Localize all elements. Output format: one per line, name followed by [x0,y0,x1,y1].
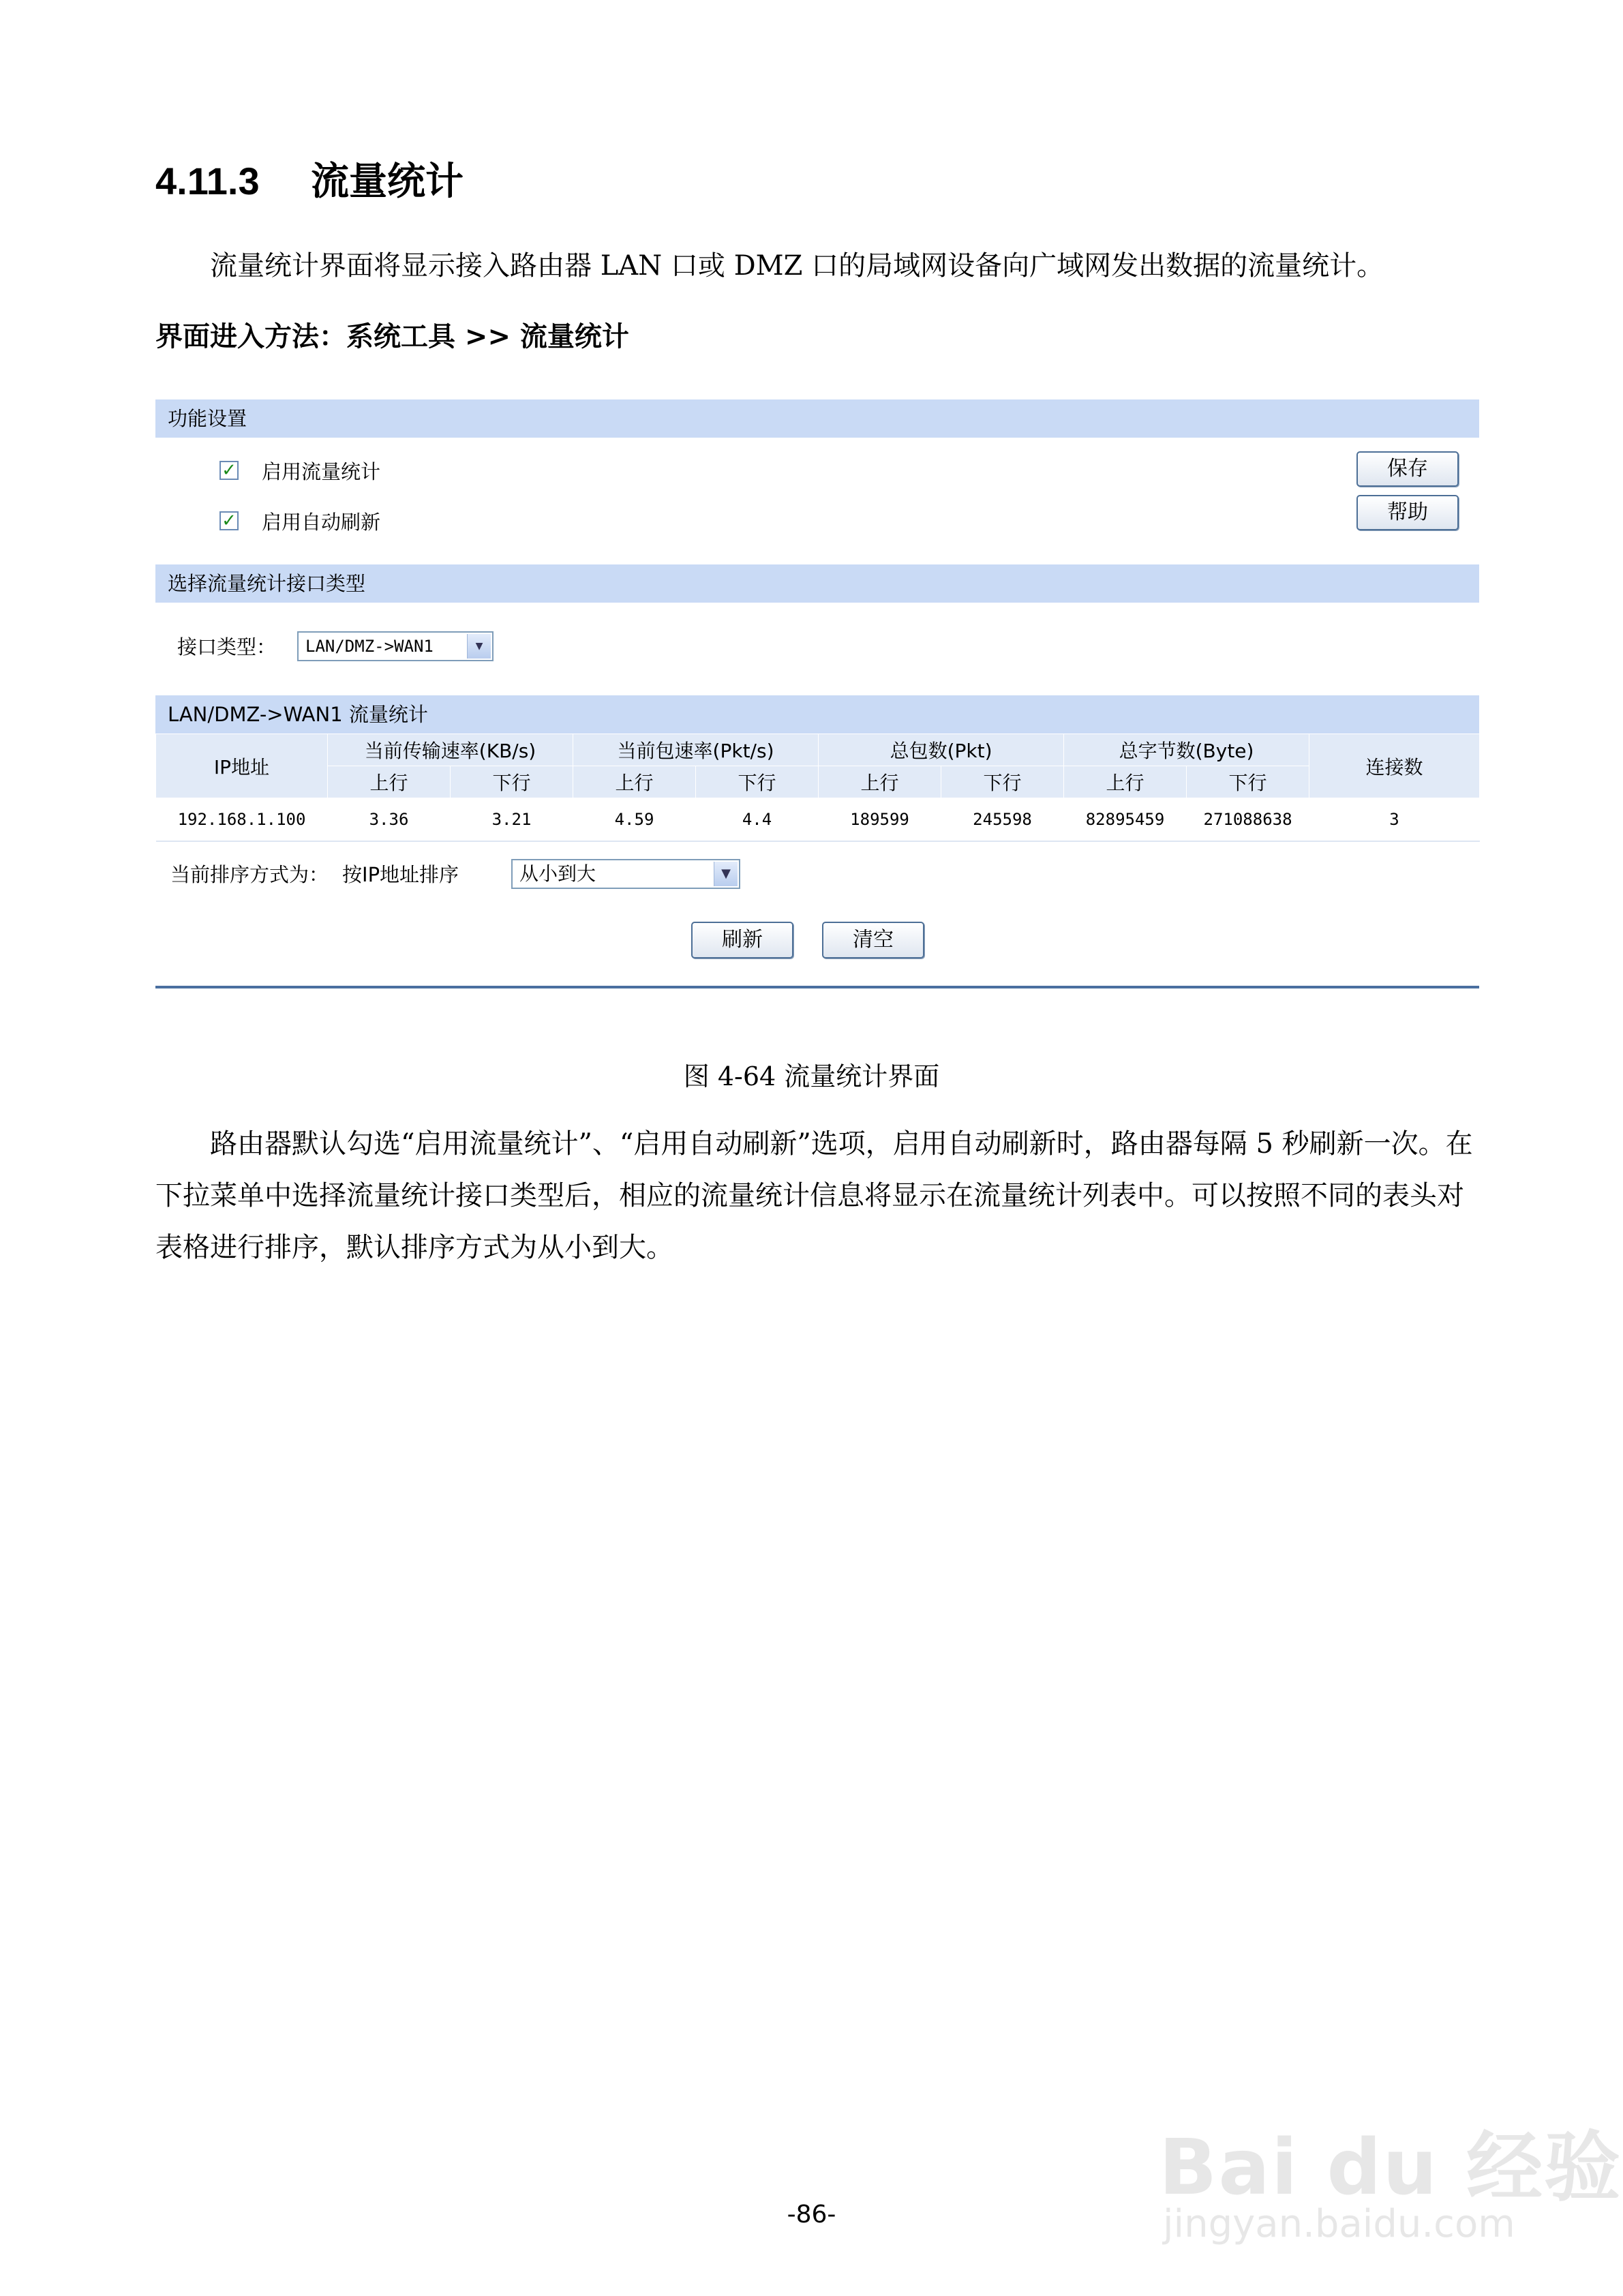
traffic-stats-table [155,734,1480,842]
divider [155,986,1479,988]
watermark-logo: Bai du 经验 [1159,2124,1622,2212]
sort-order-value: 从小到大 [519,862,596,885]
cell-tb-down: 271088638 [1187,798,1309,842]
table-row [156,798,1480,842]
traffic-stats-label: 启用流量统计 [262,459,381,483]
clear-button[interactable]: 清空 [822,922,924,958]
help-button[interactable]: 帮助 [1356,495,1459,530]
interface-type-select[interactable] [297,631,494,661]
auto-refresh-label: 启用自动刷新 [262,510,381,534]
tp-down-header[interactable]: 下行 [941,766,1064,798]
tb-down-header[interactable]: 下行 [1187,766,1309,798]
page-number: -86- [787,2201,836,2229]
section-title: 流量统计 [311,160,464,202]
col-conn-header[interactable]: 连接数 [1309,734,1480,798]
col-pkt-rate-header[interactable]: 当前包速率(Pkt/s) [573,734,819,766]
cell-rate-down: 3.21 [451,798,573,842]
sort-label: 当前排序方式为： [170,862,329,886]
pkt-down-header[interactable]: 下行 [696,766,819,798]
intro-text: 流量统计界面将显示接入路由器 LAN 口或 DMZ 口的局域网设备向广域网发出数据的流量统计。 [210,250,1384,282]
tp-up-header[interactable]: 上行 [819,766,941,798]
section-heading [155,151,464,206]
section-number: 4.11.3 [155,160,260,202]
refresh-button[interactable]: 刷新 [691,922,793,958]
col-total-bytes-header[interactable]: 总字节数(Byte) [1064,734,1309,766]
tb-up-header[interactable]: 上行 [1064,766,1187,798]
save-button[interactable]: 保存 [1356,451,1459,487]
cell-tp-down: 245598 [941,798,1064,842]
sort-row [170,858,459,889]
cell-ip: 192.168.1.100 [156,798,328,842]
cell-tb-up: 82895459 [1064,798,1187,842]
col-rate-header[interactable]: 当前传输速率(KB/s) [328,734,573,766]
stats-bar: LAN/DMZ->WAN1 流量统计 [155,695,1479,734]
rate-down-header[interactable]: 下行 [451,766,573,798]
interface-type-label: 接口类型： [177,635,277,659]
intro-paragraph [155,240,1478,292]
select-interface-bar: 选择流量统计接口类型 [155,564,1479,603]
traffic-stats-checkbox[interactable]: ✓ [219,461,239,480]
col-ip-header[interactable]: IP地址 [156,734,328,798]
option-auto-refresh[interactable] [219,507,380,534]
rate-up-header[interactable]: 上行 [328,766,451,798]
watermark-url: jingyan.baidu.com [1163,2202,1515,2246]
description-paragraph [155,1118,1478,1273]
pkt-up-header[interactable]: 上行 [573,766,696,798]
entry-path: 界面进入方法：系统工具 >> 流量统计 [155,321,629,352]
cell-tp-up: 189599 [819,798,941,842]
interface-type-value: LAN/DMZ->WAN1 [305,637,434,656]
figure-caption: 图 4-64 流量统计界面 [683,1061,940,1091]
chevron-down-icon: ▼ [467,634,491,659]
option-traffic-stats[interactable] [219,457,380,484]
chevron-down-icon: ▼ [714,862,738,886]
auto-refresh-checkbox[interactable]: ✓ [219,511,239,530]
traffic-stats-ui [155,399,1479,987]
cell-pkt-up: 4.59 [573,798,696,842]
cell-rate-up: 3.36 [328,798,451,842]
sort-order-select[interactable] [511,859,740,889]
function-settings-bar: 功能设置 [155,399,1479,438]
cell-pkt-down: 4.4 [696,798,819,842]
cell-conn: 3 [1309,798,1480,842]
col-total-pkt-header[interactable]: 总包数(Pkt) [819,734,1064,766]
description-text: 路由器默认勾选“启用流量统计”、“启用自动刷新”选项，启用自动刷新时，路由器每隔 5 秒刷新一次。在下拉菜单中选择流量统计接口类型后，相应的流量统计信息将显示在流量统计列表中。可以按照不同的表头对表格进行排序，默认排序方式为从小到大。 [155,1128,1473,1263]
sort-field: 按IP地址排序 [342,862,459,886]
